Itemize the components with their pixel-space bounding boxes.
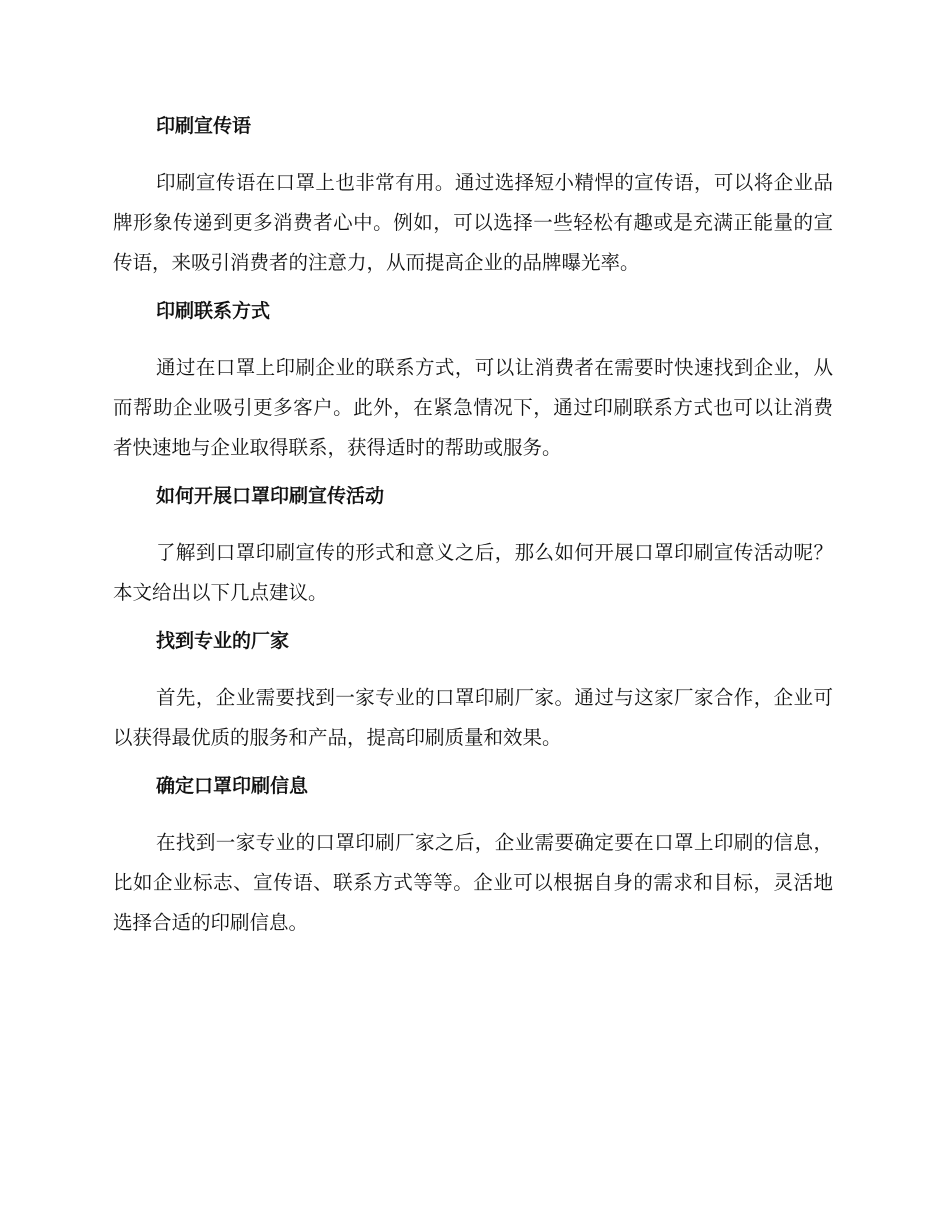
section-paragraph-print-info: 在找到一家专业的口罩印刷厂家之后，企业需要确定要在口罩上印刷的信息，比如企业标志、宣传语、联系方式等等。企业可以根据自身的需求和目标，灵活地选择合适的印刷信息。 — [113, 831, 833, 934]
document-body — [113, 104, 833, 943]
section-paragraph-manufacturer: 首先，企业需要找到一家专业的口罩印刷厂家。通过与这家厂家合作，企业可以获得最优质的服务和产品，提高印刷质量和效果。 — [113, 686, 833, 749]
section-paragraph-slogan: 印刷宣传语在口罩上也非常有用。通过选择短小精悍的宣传语，可以将企业品牌形象传递到更多消费者心中。例如，可以选择一些轻松有趣或是充满正能量的宣传语，来吸引消费者的注意力，从而提高企业的品牌曝光率。 — [113, 171, 833, 274]
section-paragraph-campaign: 了解到口罩印刷宣传的形式和意义之后，那么如何开展口罩印刷宣传活动呢？本文给出以下几点建议。 — [113, 541, 833, 604]
section-heading-slogan: 印刷宣传语 — [156, 115, 252, 137]
section-heading-print-info: 确定口罩印刷信息 — [156, 775, 309, 797]
section-heading-manufacturer: 找到专业的厂家 — [156, 630, 290, 652]
section-heading-contact: 印刷联系方式 — [156, 300, 271, 322]
section-heading-campaign: 如何开展口罩印刷宣传活动 — [156, 485, 385, 507]
section-paragraph-contact: 通过在口罩上印刷企业的联系方式，可以让消费者在需要时快速找到企业，从而帮助企业吸引更多客户。此外，在紧急情况下，通过印刷联系方式也可以让消费者快速地与企业取得联系，获得适时的帮助或服务。 — [113, 356, 833, 459]
